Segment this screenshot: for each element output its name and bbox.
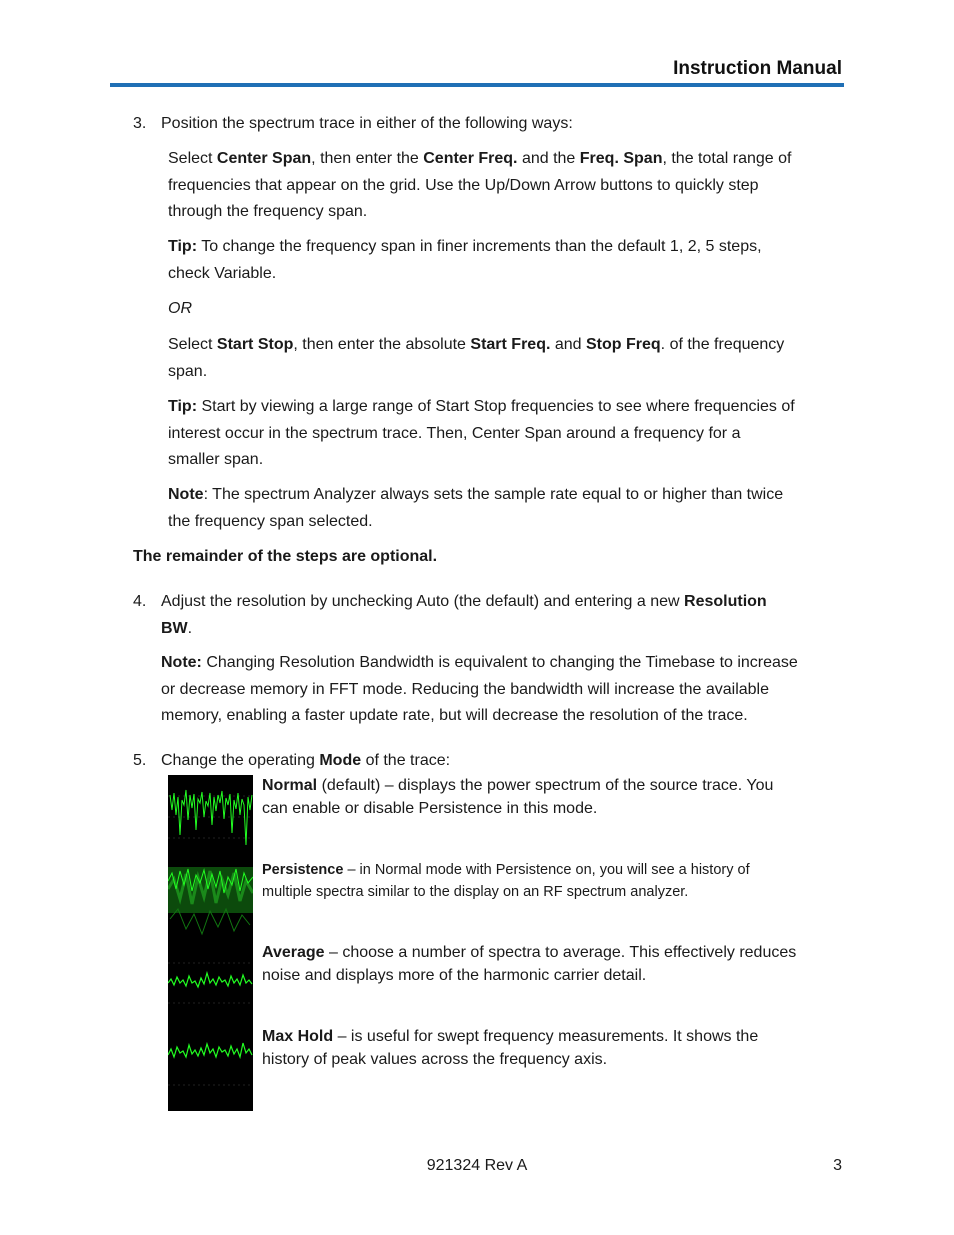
note-paragraph: Note: The spectrum Analyzer always sets the sample rate equal to or higher than twice the frequency span selected.	[168, 486, 784, 530]
header-title: Instruction Manual	[673, 58, 842, 79]
step-3-number: 3.	[133, 115, 147, 132]
mode-thumbnails	[168, 775, 253, 1111]
header-rule	[110, 83, 844, 87]
max-hold-mode-thumbnail	[168, 1027, 253, 1111]
mode-persistence-text: Persistence – in Normal mode with Persistence on, you will see a history of multiple spectra similar to the display on an RF spectrum analyzer.	[262, 862, 750, 900]
center-span-paragraph: Select Center Span, then enter the Center Freq. and the Freq. Span, the total range of frequencies that appear on the grid. Use the Up/Down Arrow buttons to quickly step through the frequency span.	[168, 150, 792, 220]
footer-document-number: 921324 Rev A	[426, 1157, 528, 1174]
step-4-text: Adjust the resolution by unchecking Auto (the default) and entering a new Resolution BW.	[161, 593, 767, 637]
mode-max-hold-text: Max Hold – is useful for swept frequency measurements. It shows the history of peak values across the frequency axis.	[262, 1028, 759, 1068]
persistence-mode-thumbnail	[168, 859, 253, 943]
normal-mode-thumbnail	[168, 775, 253, 859]
step-5-text: Change the operating Mode of the trace:	[161, 752, 451, 769]
step-4-number: 4.	[133, 593, 147, 610]
step-3-intro: Position the spectrum trace in either of the following ways:	[161, 115, 573, 132]
mode-average-text: Average – choose a number of spectra to average. This effectively reduces noise and displays more of the harmonic carrier detail.	[262, 944, 797, 984]
tip-2-paragraph: Tip: Start by viewing a large range of Start Stop frequencies to see where frequencies of interest occur in the spectrum trace. Then, Center Span around a frequency for a smaller span.	[168, 398, 795, 468]
step-4-note: Note: Changing Resolution Bandwidth is equivalent to changing the Timebase to increase or decrease memory in FFT mode. Reducing the bandwidth will increase the available memory, enabling a faster update rate, but will decrease the resolution of the trace.	[161, 654, 798, 724]
step-5-number: 5.	[133, 752, 147, 769]
start-stop-paragraph: Select Start Stop, then enter the absolute Start Freq. and Stop Freq. of the frequency span.	[168, 336, 785, 380]
tip-1-paragraph: Tip: To change the frequency span in finer increments than the default 1, 2, 5 steps, check Variable.	[168, 238, 762, 282]
mode-normal-text: Normal (default) – displays the power spectrum of the source trace. You can enable or disable Persistence in this mode.	[262, 777, 774, 817]
footer-page-number: 3	[833, 1157, 842, 1174]
average-mode-thumbnail	[168, 943, 253, 1027]
optional-heading: The remainder of the steps are optional.	[133, 548, 438, 565]
or-text: OR	[168, 300, 192, 317]
